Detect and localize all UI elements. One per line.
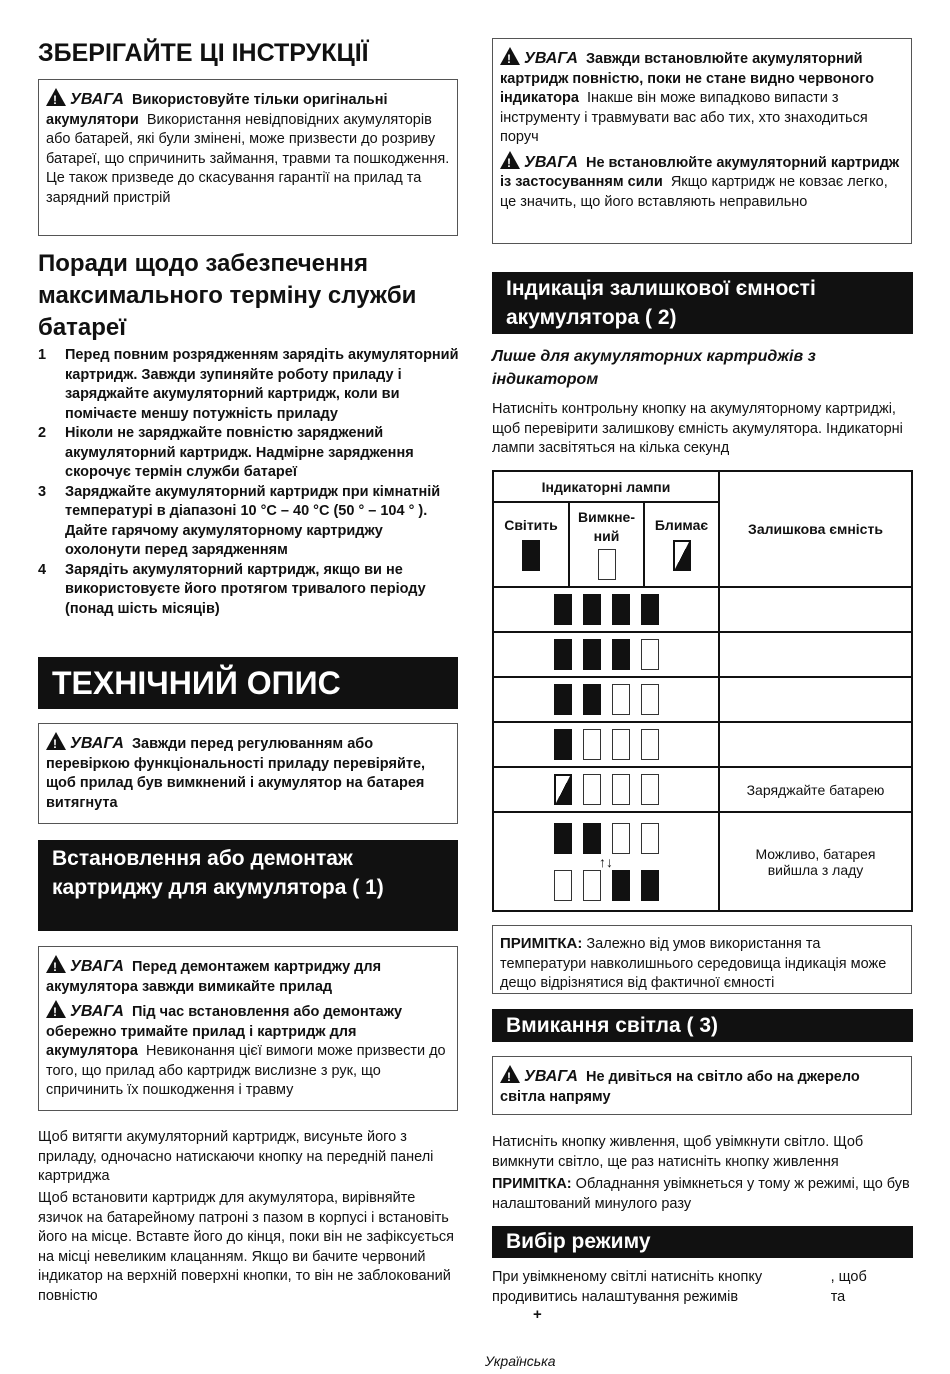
tips-list: [38, 346, 460, 619]
header-blink: Блимає: [644, 502, 719, 587]
lamp-cell: [493, 587, 719, 632]
paragraph-remove: Щоб витягти акумуляторний картридж, висуньте його з приладу, одночасно натискаючи кнопку на передній панелі картриджа: [38, 1129, 434, 1184]
heading-keep-instructions: ЗБЕРІГАЙТЕ ЦІ ІНСТРУКЦІЇ: [38, 39, 369, 67]
lamp-off-icon: [583, 870, 601, 901]
section-bar-indication: Індикація залишкової ємності акумулятора ( 2): [492, 272, 913, 334]
lamp-off-icon: [641, 684, 659, 715]
heading-battery-tips: Поради щодо забезпечення максимального терміну служби батареї: [38, 250, 417, 341]
light-note: ПРИМІТКА: Обладнання увімкнеться у тому ж режимі, що був налаштований минулого разу: [492, 1176, 910, 1212]
arrows: ↑↓: [599, 853, 613, 870]
footer-language: Українська: [485, 1353, 556, 1369]
lamp-cell: [493, 812, 719, 911]
lamp-on-icon: [522, 540, 540, 571]
capacity-cell: Заряджайте батарею: [719, 767, 912, 812]
lamp-on-icon: [554, 594, 572, 625]
list-item: 1 Перед повним розрядженням зарядіть акумуляторний картридж. Завжди зупиняйте роботу приладу і заряджайте акумуляторний картридж, коли ви помічаєте меншу потужність приладу: [38, 347, 459, 422]
lamp-on-icon: [554, 639, 572, 670]
lamp-off-icon: [554, 870, 572, 901]
lamp-cell: [493, 767, 719, 812]
warning-icon: [500, 151, 520, 169]
warning-icon: [46, 955, 66, 973]
lamp-on-icon: [554, 729, 572, 760]
table-row: [493, 767, 912, 812]
lamp-off-icon: [583, 774, 601, 805]
header-on: Світить: [493, 502, 569, 587]
lamp-on-icon: [583, 823, 601, 854]
lamp-blink-icon: [673, 540, 691, 571]
capacity-cell: [719, 587, 912, 632]
list-item: 4 Зарядіть акумуляторний картридж, якщо ви не використовуєте його протягом тривалого періоду (понад шість місяців): [38, 561, 426, 617]
capacity-cell: Можливо, батарея вийшла з ладу: [719, 812, 912, 911]
table-row: [493, 722, 912, 767]
warning-box-remove: !УВАГА Перед демонтажем картриджу для акумулятора завжди вимикайте прилад !УВАГА Під час встановлення або демонтажу обережно тримайте прилад і картридж для акумулятора Невиконання цієї вимоги може призвести до того, що прилад або картридж вислизне з рук, що спричинить їх пошкодження і травму: [38, 946, 458, 1111]
lamp-off-icon: [641, 639, 659, 670]
lamp-off-icon: [612, 774, 630, 805]
warning-icon: [46, 732, 66, 750]
lamp-on-icon: [612, 639, 630, 670]
lamp-on-icon: [612, 594, 630, 625]
paragraph-install: Щоб встановити картридж для акумулятора, вирівняйте язичок на батарейному патроні з пазом в корпусі і встановіть його на місце. Вставте його до кінця, поки він не зафіксується на місці невеликим клацанням. Якщо ви бачите червоний індикатор на верхній поверхні кнопки, то він не заблокований повністю: [38, 1190, 455, 1304]
section-bar-mode: Вибір режиму: [492, 1226, 913, 1258]
indication-subtitle: Лише для акумуляторних картриджів з індикатором: [492, 348, 816, 388]
indication-paragraph: Натисніть контрольну кнопку на акумуляторному картриджі, щоб перевірити залишкову ємність акумулятора. Індикаторні лампи засвітяться на кілька секунд: [492, 401, 903, 456]
lamp-off-icon: [641, 729, 659, 760]
lamp-on-icon: [554, 823, 572, 854]
lamp-on-icon: [612, 870, 630, 901]
warning-box-install-fully: !УВАГА Завжди встановлюйте акумуляторний картридж повністю, поки не стане видно червоного індикатора Інакше він може випадково випасти з інструменту і травмувати вас або тих, хто знаходиться поруч !УВАГА Не встановлюйте акумуляторний картридж із застосуванням сили Якщо картридж не ковзає легко, це значить, що його вставляють неправильно: [492, 38, 912, 244]
header-off: Вимкнений: [569, 502, 644, 587]
capacity-cell: [719, 632, 912, 677]
section-bar-technical: ТЕХНІЧНИЙ ОПИС: [38, 657, 458, 709]
warning-icon: [46, 88, 66, 106]
table-row: [493, 632, 912, 677]
table-row: [493, 677, 912, 722]
lamp-on-icon: [583, 639, 601, 670]
capacity-cell: [719, 722, 912, 767]
header-capacity: Залишкова ємність: [719, 471, 912, 587]
warning-box-light: !УВАГА Не дивіться на світло або на джерело світла напряму: [492, 1056, 912, 1115]
lamp-blink-icon: [554, 774, 572, 805]
lamp-off-icon: [612, 729, 630, 760]
list-item: 3 Заряджайте акумуляторний картридж при кімнатній температурі в діапазоні 10 °C – 40 °C (50 ° – 104 ° ). Дайте гарячому акумуляторному картриджу охолонути перед зарядженням: [38, 483, 441, 558]
lamp-on-icon: [583, 594, 601, 625]
plus-sign: +: [533, 1306, 542, 1323]
lamp-cell: [493, 677, 719, 722]
lamp-cell: [493, 632, 719, 677]
list-item: 2 Ніколи не заряджайте повністю заряджений акумуляторний картридж. Надмірне зарядження скорочує термін служби батареї: [38, 425, 414, 480]
lamp-off-icon: [583, 729, 601, 760]
lamp-cell: [493, 722, 719, 767]
header-lamps: Індикаторні лампи: [493, 471, 719, 502]
section-bar-light: Вмикання світла ( 3): [492, 1009, 913, 1042]
table-row: [493, 587, 912, 632]
light-paragraph: Натисніть кнопку живлення, щоб увімкнути світло. Щоб вимкнути світло, ще раз натисніть кнопку живлення: [492, 1134, 864, 1170]
lamp-on-icon: [583, 684, 601, 715]
warning-box-adjust: !УВАГА Завжди перед регулюванням або перевіркою функціональності приладу перевіряйте, щоб прилад був вимкнений і акумулятор на батарея витягнута: [38, 723, 458, 824]
lamp-on-icon: [641, 870, 659, 901]
lamp-off-icon: [641, 823, 659, 854]
mode-paragraph: При увімкненому світлі натисніть кнопку , щоб продивитись налаштування режимів та: [492, 1269, 871, 1305]
section-bar-install: Встановлення або демонтаж картриджу для акумулятора ( 1): [38, 840, 458, 931]
lamp-off-icon: [641, 774, 659, 805]
lamp-off-icon: [598, 549, 616, 580]
lamp-on-icon: [554, 684, 572, 715]
warning-icon: [500, 1065, 520, 1083]
lamp-on-icon: [641, 594, 659, 625]
warning-box-original-batteries: !УВАГА Використовуйте тільки оригінальні акумулятори Використання невідповідних акумуляторів або батарей, які були змінені, може призвести до розриву батареї, що спричинить займання, травми та пошкодження. Це також призведе до скасування гарантії на прилад та зарядний пристрій: [38, 79, 458, 236]
lamp-off-icon: [612, 823, 630, 854]
warning-icon: [46, 1000, 66, 1018]
indicator-table: [492, 470, 913, 912]
note-box: ПРИМІТКА: Залежно від умов використання та температури навколишнього середовища індикація може дещо відрізнятися від фактичної ємності: [492, 925, 912, 994]
capacity-cell: [719, 677, 912, 722]
lamp-off-icon: [612, 684, 630, 715]
warning-icon: [500, 47, 520, 65]
